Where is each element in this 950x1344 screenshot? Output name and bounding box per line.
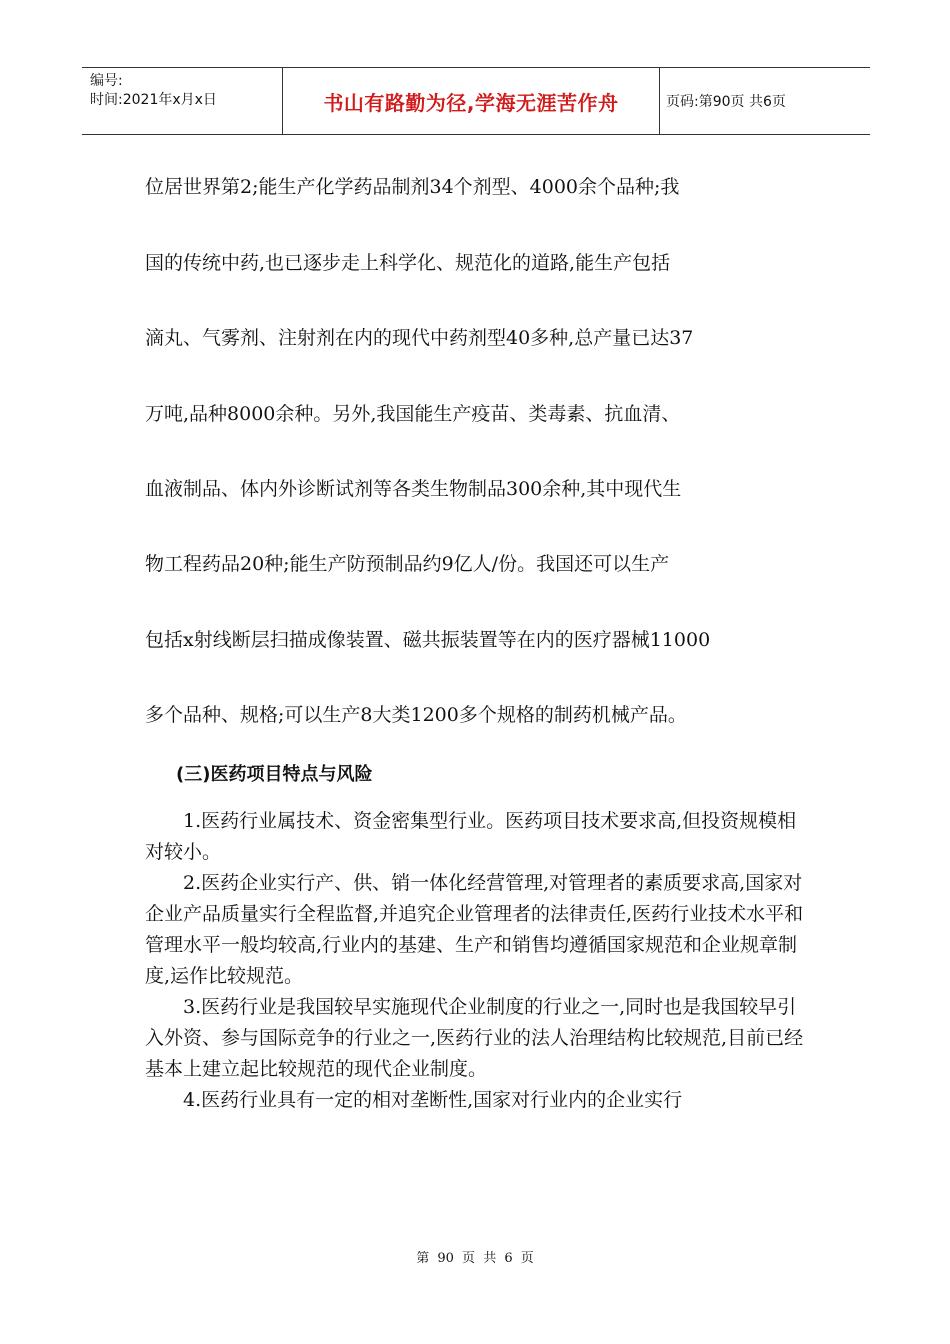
point-item: 1.医药行业属技术、资金密集型行业。医药项目技术要求高,但投资规模相对较小。 — [145, 810, 797, 863]
header-motto: 书山有路勤为径,学海无涯苦作舟 — [282, 68, 660, 134]
page-header — [82, 67, 870, 135]
body-line: 包括x射线断层扫描成像装置、磁共振装置等在内的医疗器械11000 — [145, 629, 711, 651]
body-line: 位居世界第2;能生产化学药品制剂34个剂型、4000余个品种;我 — [145, 176, 680, 198]
document-number-label: 编号: — [90, 73, 123, 89]
header-meta — [82, 68, 282, 134]
body-line: 滴丸、气雾剂、注射剂在内的现代中药剂型40多种,总产量已达37 — [145, 327, 694, 349]
page-footer: 第 90 页 共 6 页 — [416, 1251, 534, 1266]
body-line: 多个品种、规格;可以生产8大类1200多个规格的制药机械产品。 — [145, 704, 687, 726]
header-page-info: 页码:第90页 共6页 — [666, 94, 786, 110]
points-list — [145, 806, 805, 1116]
point-item: 4.医药行业具有一定的相对垄断性,国家对行业内的企业实行 — [183, 1089, 683, 1111]
body-line: 万吨,品种8000余种。另外,我国能生产疫苗、类毒素、抗血清、 — [145, 403, 681, 425]
body-line: 国的传统中药,也已逐步走上科学化、规范化的道路,能生产包括 — [145, 252, 671, 274]
point-item: 2.医药企业实行产、供、销一体化经营管理,对管理者的素质要求高,国家对企业产品质量实行全程监督,并追究企业管理者的法律责任,医药行业技术水平和管理水平一般均较高,行业内的基建、生产和销售均遵循国家规范和企业规章制度,运作比较规范。 — [145, 872, 804, 987]
document-time-label: 时间:2021年x月x日 — [90, 92, 217, 108]
section-heading: (三)医药项目特点与风险 — [176, 764, 373, 785]
body-line: 物工程药品20种;能生产防预制品约9亿人/份。我国还可以生产 — [145, 553, 670, 575]
point-item: 3.医药行业是我国较早实施现代企业制度的行业之一,同时也是我国较早引入外资、参与国际竞争的行业之一,医药行业的法人治理结构比较规范,目前已经基本上建立起比较规范的现代企业制度。 — [145, 996, 804, 1080]
body-line: 血液制品、体内外诊断试剂等各类生物制品300余种,其中现代生 — [145, 478, 682, 500]
